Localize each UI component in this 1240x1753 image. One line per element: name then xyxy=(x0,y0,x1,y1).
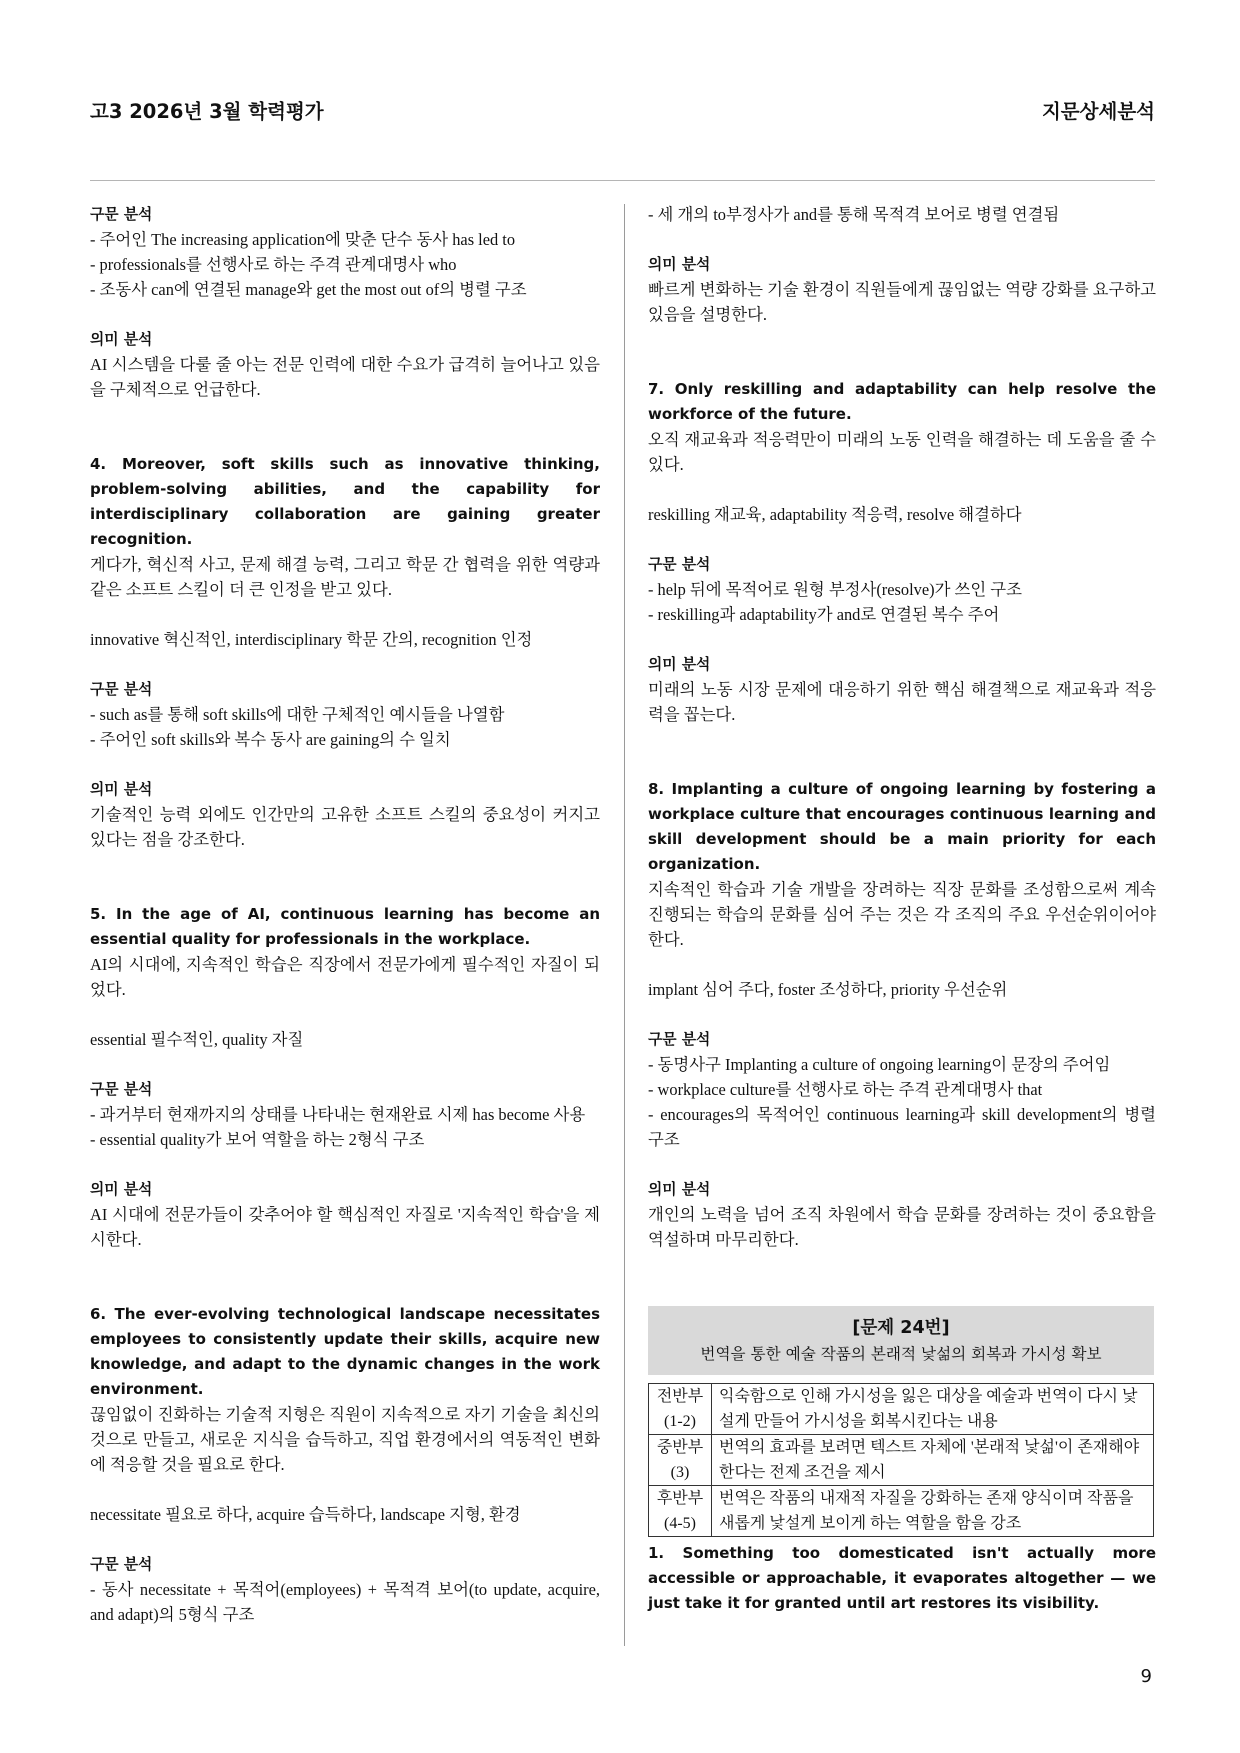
part-range: (1-2) xyxy=(664,1413,696,1430)
header-divider xyxy=(90,180,1155,181)
vocab-5: essential 필수적인, quality 자질 xyxy=(90,1030,304,1049)
syntax-list xyxy=(90,227,600,302)
sentence-5: 5. In the age of AI, continuous learning has become an essential quality for professionals in the workplace. xyxy=(90,905,600,948)
desc-cell: 번역의 효과를 보려면 텍스트 자체에 '본래적 낯섦'이 존재해야 한다는 전제 조건을 제시 xyxy=(712,1435,1154,1486)
problem-sentence-1: 1. Something too domesticated isn't actually more accessible or approachable, it evaporates altogether — we just take it for granted until art restores its visibility. xyxy=(648,1544,1156,1612)
section-title: 지문상세분석 xyxy=(1041,100,1155,123)
translation-5: AI의 시대에, 지속적인 학습은 직장에서 전문가에게 필수적인 자질이 되었다. xyxy=(90,955,600,999)
part-cell xyxy=(649,1435,712,1486)
page-header xyxy=(90,96,1155,136)
part-range: (4-5) xyxy=(664,1515,696,1532)
syntax-item: - 조동사 can에 연결된 manage와 get the most out of의 병렬 구조 xyxy=(90,280,527,299)
meaning-heading: 의미 분석 xyxy=(648,656,711,673)
syntax-item: - 주어인 The increasing application에 맞춘 단수 동사 has led to xyxy=(90,230,516,249)
meaning-heading: 의미 분석 xyxy=(648,1181,711,1198)
part-cell xyxy=(649,1384,712,1435)
syntax-item: - 동사 necessitate + 목적어(employees) + 목적격 보어(to update, acquire, and adapt)의 5형식 구조 xyxy=(90,1580,600,1624)
meaning-text: 기술적인 능력 외에도 인간만의 고유한 소프트 스킬의 중요성이 커지고 있다는 점을 강조한다. xyxy=(90,805,600,849)
table-row xyxy=(649,1486,1154,1537)
vocab-7: reskilling 재교육, adaptability 적응력, resolve 해결하다 xyxy=(648,505,1022,524)
syntax-item: - 주어인 soft skills와 복수 동사 are gaining의 수 일치 xyxy=(90,730,451,749)
syntax-heading: 구문 분석 xyxy=(90,1081,153,1098)
syntax-item: - such as를 통해 soft skills에 대한 구체적인 예시들을 나열함 xyxy=(90,705,505,724)
document-title: 고3 2026년 3월 학력평가 xyxy=(90,100,324,123)
syntax-list xyxy=(90,1102,600,1152)
syntax-list xyxy=(90,702,600,752)
sentence-7: 7. Only reskilling and adaptability can help resolve the workforce of the future. xyxy=(648,380,1156,423)
syntax-item: - essential quality가 보어 역할을 하는 2형식 구조 xyxy=(90,1130,425,1149)
meaning-heading: 의미 분석 xyxy=(90,1181,153,1198)
syntax-list xyxy=(90,1577,600,1627)
translation-6: 끊임없이 진화하는 기술적 지형은 직원이 지속적으로 자기 기술을 최신의 것으로 만들고, 새로운 지식을 습득하고, 직업 환경에서의 역동적인 변화에 적응할 것을 필요로 한다. xyxy=(90,1405,600,1474)
syntax-item: - help 뒤에 목적어로 원형 부정사(resolve)가 쓰인 구조 xyxy=(648,580,1022,599)
problem-subtitle: 번역을 통한 예술 작품의 본래적 낯섦의 회복과 가시성 확보 xyxy=(700,1345,1102,1363)
syntax-heading: 구문 분석 xyxy=(648,556,711,573)
meaning-text: 빠르게 변화하는 기술 환경이 직원들에게 끊임없는 역량 강화를 요구하고 있음을 설명한다. xyxy=(648,280,1156,324)
structure-table xyxy=(648,1383,1154,1537)
vocab-6: necessitate 필요로 하다, acquire 습득하다, landscape 지형, 환경 xyxy=(90,1505,521,1524)
syntax-item: - 세 개의 to부정사가 and를 통해 목적격 보어로 병렬 연결됨 xyxy=(648,205,1060,224)
page-number: 9 xyxy=(1140,1666,1152,1687)
part-cell xyxy=(649,1486,712,1537)
desc-cell: 익숙함으로 인해 가시성을 잃은 대상을 예술과 번역이 다시 낯설게 만들어 가시성을 회복시킨다는 내용 xyxy=(712,1384,1154,1435)
translation-8: 지속적인 학습과 기술 개발을 장려하는 직장 문화를 조성함으로써 계속 진행되는 학습의 문화를 심어 주는 것은 각 조직의 주요 우선순위이어야 한다. xyxy=(648,880,1156,949)
syntax-list xyxy=(648,577,1156,627)
meaning-heading: 의미 분석 xyxy=(90,781,153,798)
syntax-item: - 동명사구 Implanting a culture of ongoing learning이 문장의 주어임 xyxy=(648,1055,1111,1074)
syntax-item: - 과거부터 현재까지의 상태를 나타내는 현재완료 시제 has become 사용 xyxy=(90,1105,586,1124)
part-label: 후반부 xyxy=(656,1490,704,1507)
syntax-item: - encourages의 목적어인 continuous learning과 skill development의 병렬 구조 xyxy=(648,1105,1156,1149)
meaning-text: 미래의 노동 시장 문제에 대응하기 위한 핵심 해결책으로 재교육과 적응력을 꼽는다. xyxy=(648,680,1156,724)
left-column xyxy=(90,202,600,1627)
part-label: 중반부 xyxy=(656,1439,704,1456)
sentence-6: 6. The ever-evolving technological landscape necessitates employees to consistently update their skills, acquire new knowledge, and adapt to the dynamic changes in the work environment. xyxy=(90,1305,600,1398)
column-divider xyxy=(624,204,625,1646)
desc-cell: 번역은 작품의 내재적 자질을 강화하는 존재 양식이며 작품을 새롭게 낯설게 보이게 하는 역할을 함을 강조 xyxy=(712,1486,1154,1537)
part-range: (3) xyxy=(670,1464,690,1481)
syntax-item: - workplace culture를 선행사로 하는 주격 관계대명사 that xyxy=(648,1080,1043,1099)
meaning-heading: 의미 분석 xyxy=(90,331,153,348)
problem-title: [문제 24번] xyxy=(852,1318,950,1338)
meaning-text: AI 시스템을 다룰 줄 아는 전문 인력에 대한 수요가 급격히 늘어나고 있음을 구체적으로 언급한다. xyxy=(90,355,600,399)
meaning-heading: 의미 분석 xyxy=(648,256,711,273)
sentence-8: 8. Implanting a culture of ongoing learning by fostering a workplace culture that encourages continuous learning and skill development should be a main priority for each organization. xyxy=(648,780,1156,873)
syntax-list xyxy=(648,1052,1156,1152)
vocab-4: innovative 혁신적인, interdisciplinary 학문 간의, recognition 인정 xyxy=(90,630,533,649)
table-row xyxy=(649,1384,1154,1435)
syntax-heading: 구문 분석 xyxy=(90,206,153,223)
right-column xyxy=(648,202,1156,1616)
table-row xyxy=(649,1435,1154,1486)
meaning-text: AI 시대에 전문가들이 갖추어야 할 핵심적인 자질로 '지속적인 학습'을 제시한다. xyxy=(90,1205,600,1249)
translation-4: 게다가, 혁신적 사고, 문제 해결 능력, 그리고 학문 간 협력을 위한 역량과 같은 소프트 스킬이 더 큰 인정을 받고 있다. xyxy=(90,555,600,599)
problem-header-box xyxy=(648,1306,1154,1375)
meaning-text: 개인의 노력을 넘어 조직 차원에서 학습 문화를 장려하는 것이 중요함을 역설하며 마무리한다. xyxy=(648,1205,1156,1249)
translation-7: 오직 재교육과 적응력만이 미래의 노동 인력을 해결하는 데 도움을 줄 수 있다. xyxy=(648,430,1156,474)
syntax-heading: 구문 분석 xyxy=(648,1031,711,1048)
syntax-heading: 구문 분석 xyxy=(90,1556,153,1573)
syntax-item: - professionals를 선행사로 하는 주격 관계대명사 who xyxy=(90,255,457,274)
syntax-item: - reskilling과 adaptability가 and로 연결된 복수 주어 xyxy=(648,605,1000,624)
vocab-8: implant 심어 주다, foster 조성하다, priority 우선순위 xyxy=(648,980,1008,999)
part-label: 전반부 xyxy=(656,1388,704,1405)
sentence-4: 4. Moreover, soft skills such as innovative thinking, problem-solving abilities, and the capability for interdisciplinary collaboration are gaining greater recognition. xyxy=(90,455,600,548)
syntax-heading: 구문 분석 xyxy=(90,681,153,698)
